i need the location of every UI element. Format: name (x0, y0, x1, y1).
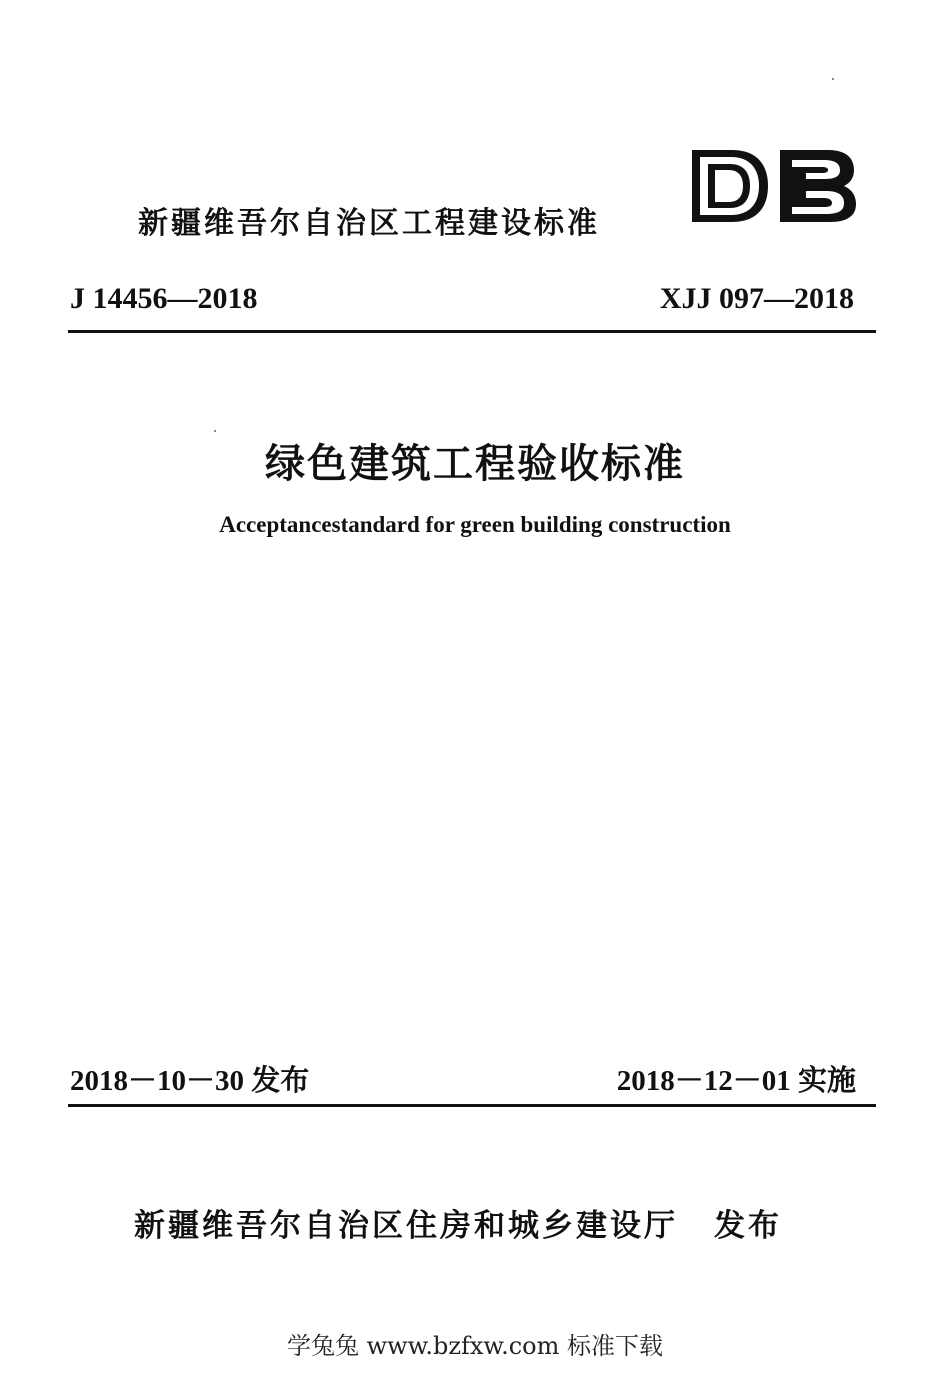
issue-date: 2018－10－30 发布 (70, 1065, 310, 1097)
standard-code-national: J 14456—2018 (70, 282, 258, 315)
publisher-suffix: 发布 (714, 1208, 782, 1244)
top-divider (68, 330, 876, 333)
document-title-zh: 绿色建筑工程验收标准 (265, 440, 685, 487)
publisher (134, 1200, 782, 1245)
publisher-name: 新疆维吾尔自治区住房和城乡建设厅 (134, 1208, 678, 1244)
standard-code-local: XJJ 097—2018 (659, 282, 854, 315)
document-title-en: Acceptancestandard for green building construction (219, 512, 731, 537)
scan-speck (832, 78, 834, 80)
db-logo (688, 146, 858, 226)
implementation-date: 2018－12－01 实施 (616, 1065, 856, 1097)
scan-speck (214, 430, 216, 432)
bottom-divider (68, 1104, 876, 1107)
standard-category-title: 新疆维吾尔自治区工程建设标准 (138, 206, 600, 241)
watermark-footer: 学兔兔 www.bzfxw.com 标准下载 (286, 1332, 664, 1360)
